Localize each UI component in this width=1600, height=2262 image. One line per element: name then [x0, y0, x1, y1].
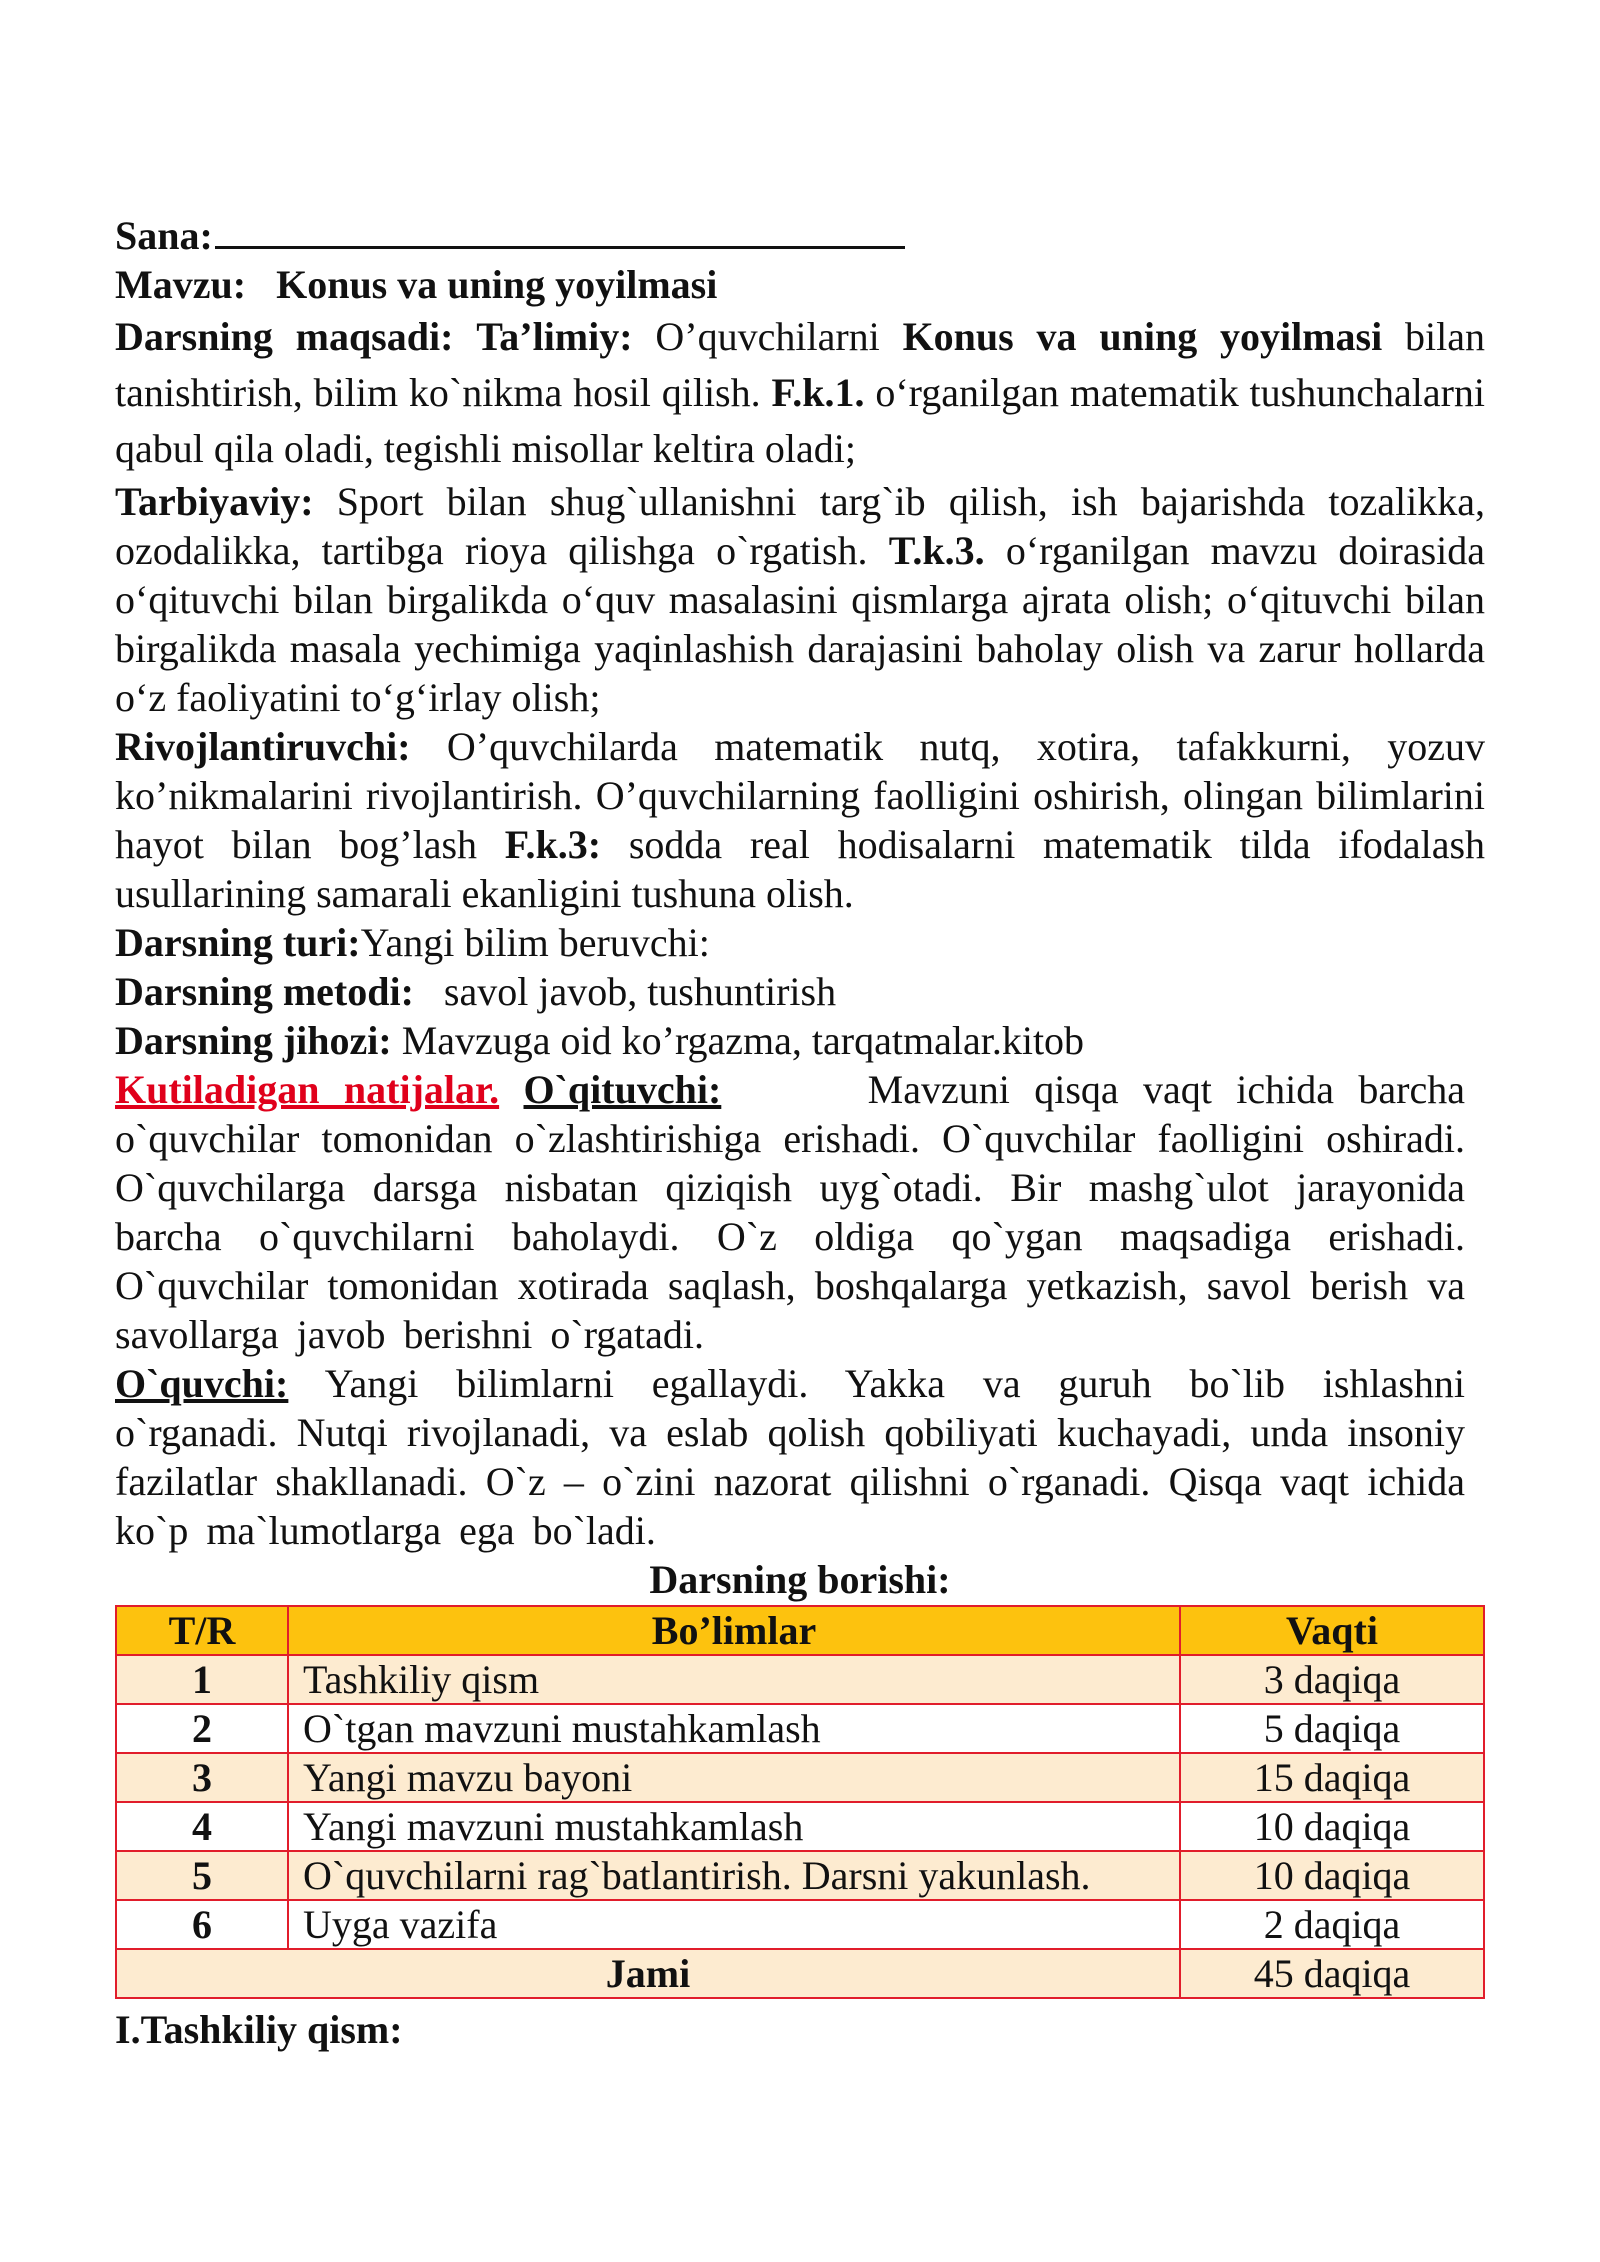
row-section: Tashkiliy qism [288, 1655, 1180, 1704]
natijalar-label: Kutiladigan natijalar. [115, 1067, 500, 1112]
table-row [116, 1704, 1484, 1753]
turi-line [115, 918, 1485, 967]
section-heading: I.Tashkiliy qism: [115, 2007, 403, 2052]
turi-value: Yangi bilim beruvchi: [360, 920, 710, 965]
mavzu-line [115, 260, 1485, 309]
maqsad-label: Darsning maqsadi: [115, 314, 454, 359]
row-section: Uyga vazifa [288, 1900, 1180, 1949]
table-row [116, 1851, 1484, 1900]
table-row [116, 1655, 1484, 1704]
natijalar-oqituvchi-paragraph [115, 1065, 1465, 1359]
metodi-line [115, 967, 1485, 1016]
tarbiyaviy-text2: o‘rganilgan mavzu doirasida o‘qituvchi bilan birgalikda o‘quv masalasini qismlarga ajrata olish; o‘qituvchi bilan birgalikda masala yechimiga yaqinlashish darajasini baholay olish va zarur hollarda o‘z faoliyatini to‘g‘irlay olish; [115, 528, 1486, 720]
rivojlantiruvchi-text2: sodda real hodisalarni matematik tilda ifodalash usullarining samarali ekanligini tushuna olish. [115, 822, 1486, 916]
mavzu-label: Mavzu: [115, 262, 247, 307]
talimiy-label: Ta’limiy: [476, 314, 633, 359]
row-time: 15 daqiqa [1180, 1753, 1484, 1802]
tarbiyaviy-text1: Sport bilan shug`ullanishni targ`ib qilish, ish bajarishda tozalikka, ozodalikka, tartibga rioya qilishga o`rgatish. [115, 479, 1486, 573]
row-number: 1 [116, 1655, 288, 1704]
rivojlantiruvchi-text1: O’quvchilarda matematik nutq, xotira, tafakkurni, yozuv ko’nikmalarini rivojlantirish. O’quvchilarning faolligini oshirish, olingan bilimlarini hayot bilan bog’lash [115, 724, 1485, 867]
rivojlantiruvchi-paragraph [115, 722, 1485, 918]
mavzu-value: Konus va uning yoyilmasi [276, 262, 718, 307]
row-number: 6 [116, 1900, 288, 1949]
row-section: O`quvchilarni rag`batlantirish. Darsni yakunlash. [288, 1851, 1180, 1900]
oquvchi-text: Yangi bilimlarni egallaydi. Yakka va guruh bo`lib ishlashni o`rganadi. Nutqi rivojlanadi, va eslab qolish qobiliyati kuchayadi, unda insoniy fazilatlar shakllanadi. O`z – o`zini nazorat qilishni o`rganadi. Qisqa vaqt ichida ko`p ma`lumotlarga ega bo`ladi. [115, 1361, 1466, 1553]
total-time: 45 daqiqa [1180, 1949, 1484, 1998]
row-number: 5 [116, 1851, 288, 1900]
row-time: 2 daqiqa [1180, 1900, 1484, 1949]
fk1-label: F.k.1. [771, 370, 865, 415]
maqsad-text1: O’quvchilarni [655, 314, 880, 359]
sana-line [115, 210, 1485, 260]
row-number: 3 [116, 1753, 288, 1802]
table-row [116, 1802, 1484, 1851]
table-total-row [116, 1949, 1484, 1998]
jihozi-line [115, 1016, 1485, 1065]
table-row [116, 1753, 1484, 1802]
maqsad-text2: bilan tanishtirish, bilim ko`nikma hosil qilish. [115, 314, 1486, 415]
rivojlantiruvchi-label: Rivojlantiruvchi: [115, 724, 411, 769]
total-label: Jami [116, 1949, 1180, 1998]
row-number: 4 [116, 1802, 288, 1851]
maqsad-text3: o‘rganilgan matematik tushunchalarni qabul qila oladi, tegishli misollar keltira oladi; [115, 370, 1486, 471]
header-bolimlar: Bo’limlar [288, 1606, 1180, 1655]
natijalar-oquvchi-paragraph [115, 1359, 1465, 1555]
header-tr: T/R [116, 1606, 288, 1655]
jihozi-value: Mavzuga oid ko’rgazma, tarqatmalar.kitob [401, 1018, 1085, 1063]
sana-label: Sana: [115, 213, 213, 258]
header-vaqti: Vaqti [1180, 1606, 1484, 1655]
row-section: O`tgan mavzuni mustahkamlash [288, 1704, 1180, 1753]
row-section: Yangi mavzu bayoni [288, 1753, 1180, 1802]
oqituvchi-text: Mavzuni qisqa vaqt ichida barcha o`quvchilar tomonidan o`zlashtirishiga erishadi. O`quvchilar faolligini oshiradi. O`quvchilarga darsga nisbatan qiziqish uyg`otadi. Bir mashg`ulot jarayonida barcha o`quvchilarni baholaydi. O`z oldiga qo`ygan maqsadiga erishadi. O`quvchilar tomonidan xotirada saqlash, boshqalarga yetkazish, savol berish va savollarga javob berishni o`rgatadi. [115, 1067, 1466, 1357]
table-header-row [116, 1606, 1484, 1655]
turi-label: Darsning turi: [115, 920, 361, 965]
maqsad-topic: Konus va uning yoyilmasi [902, 314, 1383, 359]
maqsad-paragraph [115, 309, 1485, 477]
table-row [116, 1900, 1484, 1949]
row-time: 10 daqiqa [1180, 1802, 1484, 1851]
metodi-label: Darsning metodi: [115, 969, 414, 1014]
oqituvchi-label: O`qituvchi: [523, 1067, 722, 1112]
row-number: 2 [116, 1704, 288, 1753]
oquvchi-label: O`quvchi: [115, 1361, 289, 1406]
tarbiyaviy-paragraph [115, 477, 1485, 722]
metodi-value: savol javob, tushuntirish [443, 969, 837, 1014]
jihozi-label: Darsning jihozi: [115, 1018, 392, 1063]
row-time: 5 daqiqa [1180, 1704, 1484, 1753]
fk3-label: F.k.3: [504, 822, 602, 867]
borishi-table [115, 1605, 1485, 1999]
row-time: 3 daqiqa [1180, 1655, 1484, 1704]
borishi-title: Darsning borishi: [649, 1557, 951, 1602]
row-section: Yangi mavzuni mustahkamlash [288, 1802, 1180, 1851]
tk3-label: T.k.3. [888, 528, 985, 573]
sana-blank [215, 210, 905, 249]
tarbiyaviy-label: Tarbiyaviy: [115, 479, 314, 524]
lesson-plan-page [115, 210, 1485, 2054]
row-time: 10 daqiqa [1180, 1851, 1484, 1900]
